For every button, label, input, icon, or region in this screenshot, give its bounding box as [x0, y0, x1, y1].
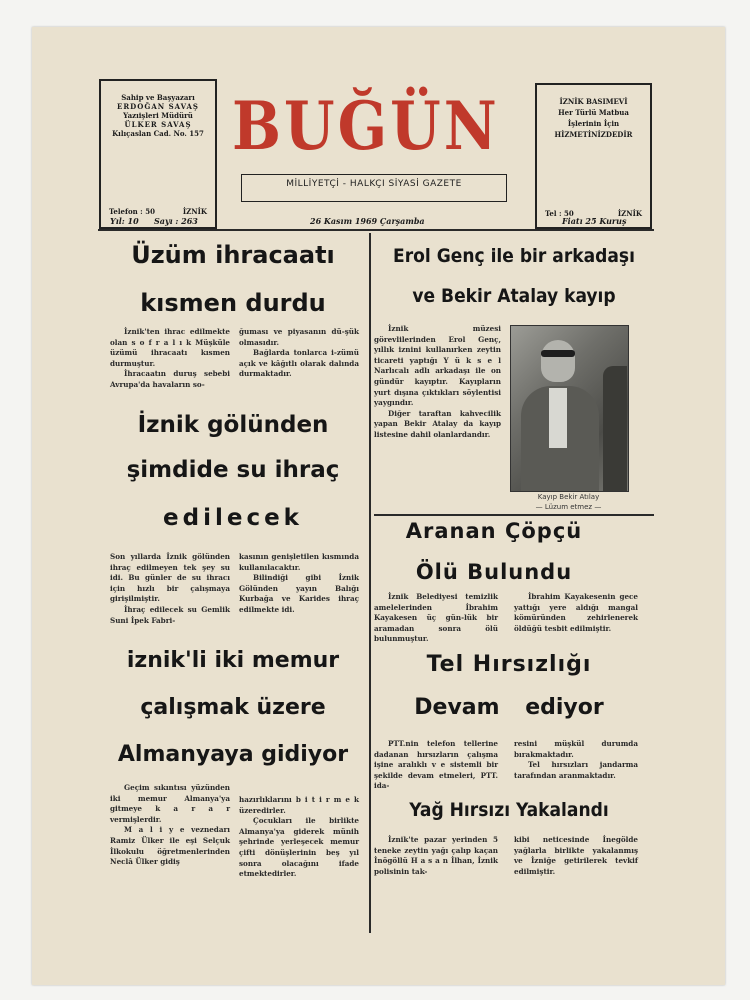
article-grape-col2: [239, 327, 359, 380]
headline-missing-persons-2: ve Bekir Atalay kayıp: [412, 285, 616, 307]
paragraph: Bağlarda tonlarca i-zümü açık ve kâğıtlı olarak dalında durmaktadır.: [239, 348, 359, 379]
headline-wire-theft: Tel Hırsızlığı: [426, 652, 592, 677]
article-oil-col1: [374, 835, 498, 877]
publisher-line: Yazıişleri Müdürü: [123, 111, 193, 121]
paragraph: ğuması ve piyasanın dü-şük olmasıdır.: [239, 327, 359, 347]
headline-missing-persons: Erol Genç ile bir arkadaşı: [393, 245, 635, 267]
paragraph: İhraç edilecek su Gemlik Suni İpek Fabri-: [110, 604, 230, 625]
printer-line: HİZMETİNİZDEDİR: [554, 129, 633, 139]
printer-line: Her Türlü Matbua: [558, 107, 629, 117]
article-servants-col2: [239, 795, 359, 880]
publisher-line: Kılıçaslan Cad. No. 157: [112, 129, 204, 139]
price: Fiatı 25 Kuruş: [562, 216, 627, 226]
publisher-line: ERDOĞAN SAVAŞ: [117, 102, 199, 112]
article-grape-col1: [110, 327, 230, 391]
printer-line: İşlerinin İçin: [567, 118, 620, 128]
printer-phone: Tel : 50: [545, 209, 574, 218]
article-lake-col2: [239, 552, 359, 616]
newspaper-logo: BUĞÜN: [232, 87, 500, 166]
paragraph: İhracaatın duruş sebebi Avrupa'da havaların so-: [110, 369, 230, 389]
publisher-line: ÜLKER SAVAŞ: [124, 120, 192, 130]
article-oil-col2: [514, 835, 638, 877]
date: 26 Kasım 1969 Çarşamba: [310, 216, 425, 226]
paragraph: Bilindiği gibi İznik Gölünden yayın Balığı Kurbağa ve Karides ihraç edilmekte idi.: [239, 573, 359, 614]
issue-number: Sayı : 263: [154, 216, 198, 226]
masthead-rule: [98, 229, 654, 231]
headline-wire-theft-2: Devam ediyor: [414, 695, 604, 720]
printer-box: [535, 83, 652, 229]
article-cleaner-col2: [514, 592, 638, 634]
paragraph: Diğer taraftan kahvecilik yapan Bekir Atalay da kayıp listesine dahil olanlardandır.: [374, 408, 501, 439]
paragraph: İbrahim Kayakesenin gece yattığı yere aldığı mangal kömüründen zehirlenerek öldüğü tesbit edilmiştir.: [514, 592, 638, 633]
headline-dead-cleaner: Aranan Çöpçü: [405, 519, 583, 543]
section-rule: [374, 514, 654, 516]
headline-civil-servants-2: çalışmak üzere: [140, 695, 326, 720]
photo-bekir-atalay: [510, 325, 629, 492]
article-wire-col1: [374, 739, 498, 792]
publisher-box: [99, 79, 217, 229]
headline-grape-export-2: kısmen durdu: [140, 289, 326, 317]
paragraph: Tel hırsızları jandarma tarafından aranmaktadır.: [514, 760, 638, 780]
paragraph: Geçim sıkıntısı yüzünden iki memur Almanya'ya gitmeye k a r a r vermişlerdir.: [110, 783, 230, 824]
paragraph: İznik Belediyesi temizlik amelelerinden İbrahim Kayakesen üç gün-lük bir aramadan sonra ölü bulunmuştur.: [374, 592, 498, 644]
publisher-city: İZNİK: [182, 207, 207, 216]
paragraph: Son yıllarda İznik gölünden ihraç edilmeyen tek şey su idi. Bu günler de su ihracı için hızlı bir çalışmaya girişilmiştir.: [110, 552, 230, 604]
article-lake-col1: [110, 552, 230, 626]
paragraph: resini müşkül durumda bırakmaktadır.: [514, 739, 638, 759]
headline-lake-water: İznik gölünden: [137, 412, 329, 438]
printer-city: İZNİK: [617, 209, 642, 218]
paragraph: İznik'ten ihrac edilmekte olan s o f r a l ı k Müşküle üzümü ihracaatı kısmen durmuştur.: [110, 327, 230, 368]
paragraph: İznik müzesi görevlilerinden Erol Genç, yıllık iznini kullanırken zeytin ticareti yaptığı Y ü k s e l Narlıcalı adlı arkadaşı ile on gündür kayıptır. Kayıpların yurt dışına çıktıkları söylentisi yaygındır.: [374, 324, 501, 408]
slogan-box: [241, 174, 507, 202]
year: Yıl: 10: [110, 216, 139, 226]
headline-oil-thief: Yağ Hırsızı Yakalandı: [409, 799, 609, 821]
article-cleaner-col1: [374, 592, 498, 645]
paragraph: İznik'te pazar yerinden 5 teneke zeytin yağı çalıp kaçan İnögöllü H a s a n İlhan, İznik polisinin tak-: [374, 835, 498, 876]
publisher-phone: Telefon : 50: [109, 207, 155, 216]
paragraph: hazırlıklarını b i t i r m e k üzeredirler.: [239, 795, 359, 815]
article-servants-col1: [110, 783, 230, 868]
headline-lake-water-3: edilecek: [163, 505, 303, 531]
publisher-line: Sahip ve Başyazarı: [121, 93, 195, 102]
headline-civil-servants-3: Almanyaya gidiyor: [117, 742, 349, 767]
article-missing: [374, 324, 501, 441]
column-divider: [369, 233, 371, 933]
printer-line: İZNİK BASIMEVİ: [559, 97, 628, 106]
paragraph: Çocukları ile birlikte Almanya'ya giderek münih şehrinde yerleşecek memur çifti dönüşlerinin beş yıl sonra olacağını ifade etmektedirler.: [239, 816, 359, 879]
paragraph: kasının genişletilen kısmında kullanılacaktır.: [239, 552, 359, 572]
newspaper-page: [32, 27, 725, 985]
photo-caption-note: — Lüzum etmez —: [535, 503, 602, 511]
paragraph: M a l i y e veznedarı Ramiz Ülker ile eşi Selçuk İlkokulu öğretmenlerinden Neclâ Ülker gidiş: [110, 825, 230, 867]
headline-civil-servants: iznik'li iki memur: [126, 648, 340, 673]
headline-dead-cleaner-2: Ölü Bulundu: [415, 560, 573, 584]
headline-lake-water-2: şimdide su ihraç: [126, 457, 340, 483]
slogan: MİLLİYETÇİ - HALKÇI SİYASİ GAZETE: [286, 179, 462, 189]
paragraph: kibi neticesinde İnegölde yağlarla birlikte yakalanmış ve İzniğe getirilerek tevkif edilmiştir.: [514, 835, 638, 876]
paragraph: PTT.nin telefon tellerine dadanan hırsızların çalışma işine aralıklı v e sistemli bir şekilde devam etmeleri, PTT. ida-: [374, 739, 498, 791]
headline-grape-export: Üzüm ihracaatı: [131, 241, 335, 269]
photo-caption: Kayıp Bekir Atılay: [537, 493, 600, 501]
article-wire-col2: [514, 739, 638, 781]
